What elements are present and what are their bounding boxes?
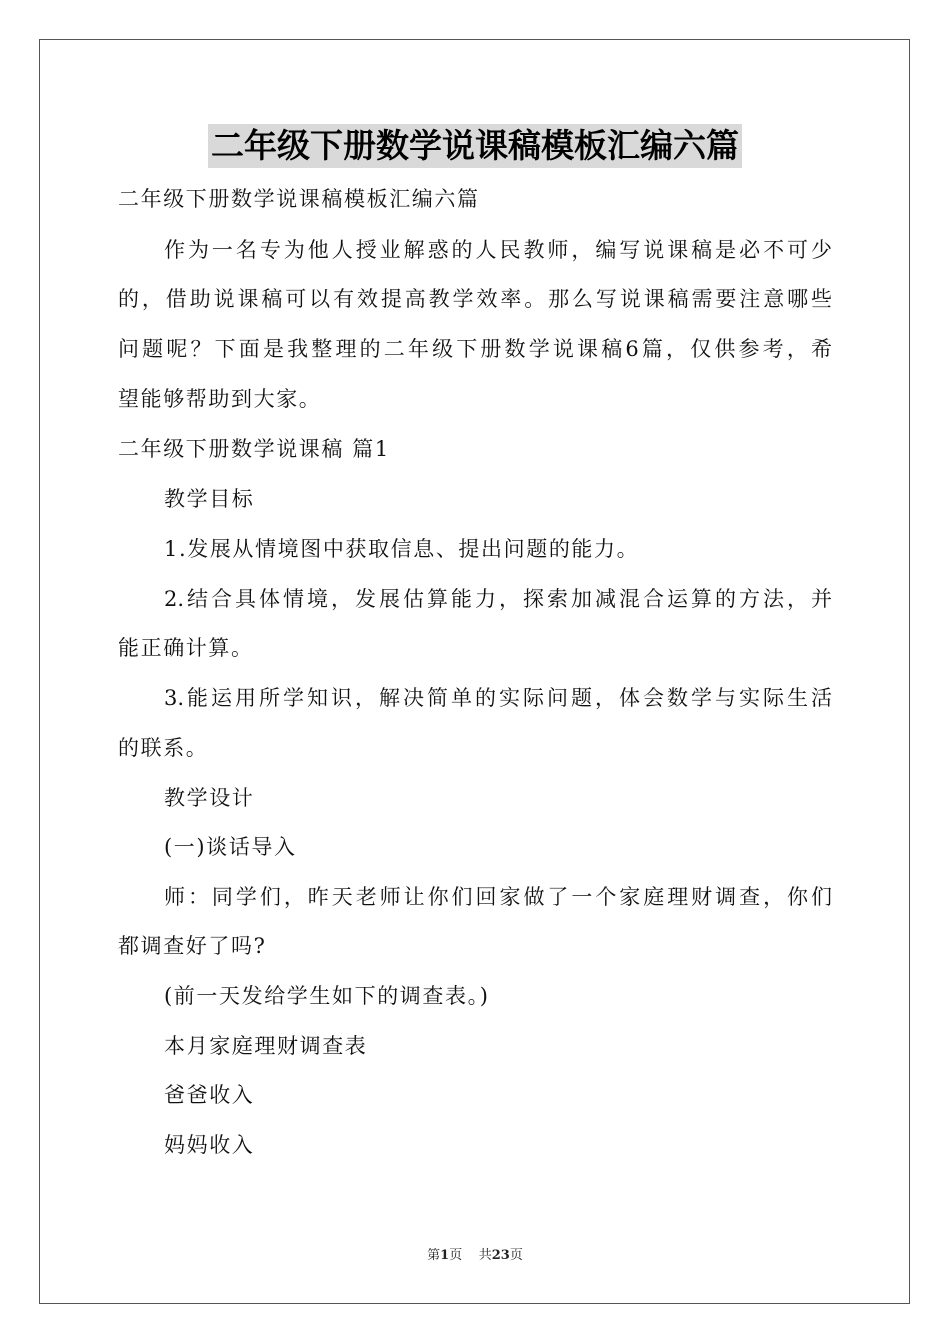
part-1-heading: (一)谈话导入 — [164, 835, 297, 859]
survey-note: (前一天发给学生如下的调查表。) — [164, 984, 490, 1008]
intro-line-4: 望能够帮助到大家。 — [118, 387, 322, 411]
goal-2-line-2: 能正确计算。 — [118, 636, 254, 660]
goal-2-line-1: 2.结合具体情境，发展估算能力，探索加减混合运算的方法，并 — [164, 587, 832, 611]
intro-line-1: 作为一名专为他人授业解惑的人民教师，编写说课稿是必不可少 — [164, 238, 832, 262]
goal-3-line-2: 的联系。 — [118, 736, 209, 760]
footer-suffix: 页 — [509, 1248, 523, 1263]
survey-table-title: 本月家庭理财调查表 — [164, 1034, 368, 1058]
teacher-line-2: 都调查好了吗? — [118, 934, 267, 958]
document-subtitle: 二年级下册数学说课稿模板汇编六篇 — [118, 187, 480, 211]
goal-1: 1.发展从情境图中获取信息、提出问题的能力。 — [164, 537, 640, 561]
footer-middle: 页 共 — [449, 1248, 492, 1263]
teaching-goals-heading: 教学目标 — [164, 487, 255, 511]
footer-page-number: 1 — [440, 1248, 450, 1263]
survey-row-mother-income: 妈妈收入 — [164, 1133, 255, 1157]
survey-row-father-income: 爸爸收入 — [164, 1083, 255, 1107]
document-title: 二年级下册数学说课稿模板汇编六篇 — [208, 124, 742, 168]
footer-total-pages: 23 — [491, 1248, 510, 1263]
page-border — [39, 39, 910, 1304]
goal-3-line-1: 3.能运用所学知识，解决简单的实际问题，体会数学与实际生活 — [164, 686, 832, 710]
intro-line-2: 的，借助说课稿可以有效提高教学效率。那么写说课稿需要注意哪些 — [118, 287, 832, 311]
teaching-design-heading: 教学设计 — [164, 786, 255, 810]
title-container — [0, 124, 950, 168]
intro-line-3: 问题呢？下面是我整理的二年级下册数学说课稿6篇，仅供参考，希 — [118, 337, 832, 361]
footer-prefix: 第 — [427, 1248, 441, 1263]
section-heading: 二年级下册数学说课稿 篇1 — [118, 437, 390, 461]
teacher-line-1: 师：同学们，昨天老师让你们回家做了一个家庭理财调查，你们 — [164, 885, 832, 909]
page-footer — [0, 1247, 950, 1265]
